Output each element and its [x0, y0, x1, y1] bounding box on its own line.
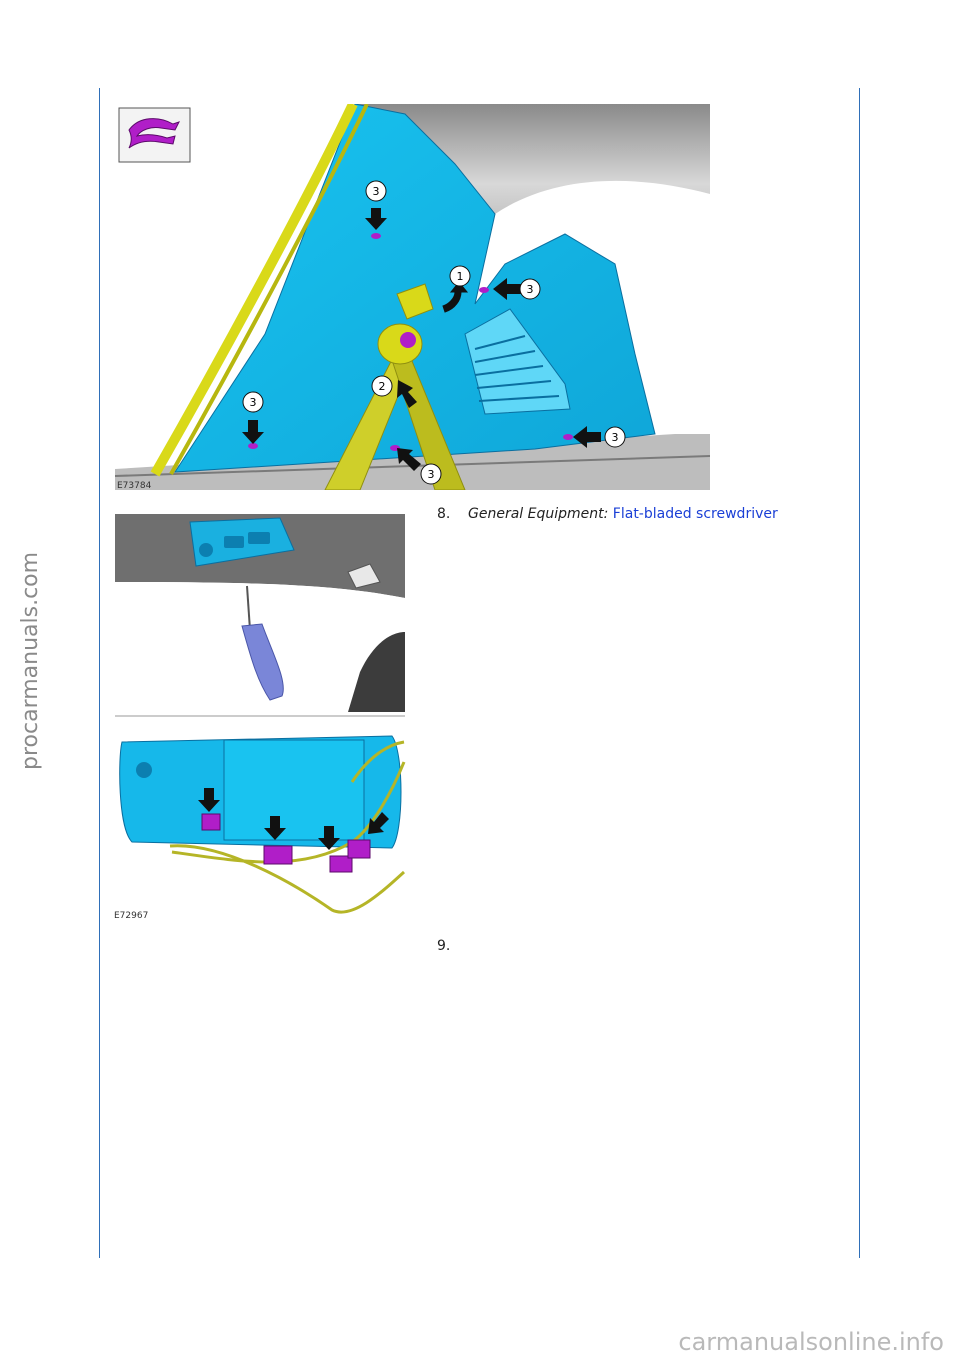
left-margin-rule	[99, 88, 100, 1258]
figure-pillar-trim	[115, 104, 710, 490]
console-module	[224, 740, 364, 840]
tool-link-flat-bladed-screwdriver[interactable]: Flat-bladed screwdriver	[612, 506, 778, 522]
figure-code: E72967	[114, 911, 149, 921]
callout-3c	[243, 392, 263, 412]
console-installed-view	[115, 514, 405, 716]
right-margin-rule	[859, 88, 860, 1258]
svg-text:3: 3	[372, 185, 380, 198]
figure-overhead-console	[112, 512, 407, 922]
callout-3e	[421, 464, 441, 484]
side-watermark: procarmanuals.com	[18, 551, 43, 770]
callout-2	[372, 376, 392, 396]
svg-text:2: 2	[378, 380, 386, 393]
svg-text:3: 3	[611, 431, 619, 444]
bottom-watermark: carmanualsonline.info	[678, 1328, 944, 1356]
figure-code: E73784	[117, 481, 152, 490]
svg-text:1: 1	[456, 270, 464, 283]
step-label: General Equipment:	[468, 506, 609, 522]
callout-3b	[520, 279, 540, 299]
svg-text:3: 3	[249, 396, 257, 409]
anchor-bolt	[400, 332, 416, 348]
step-text	[468, 506, 778, 522]
step-number: 8.	[437, 506, 451, 522]
callout-1	[450, 266, 470, 286]
callout-3d	[605, 427, 625, 447]
tool-icon-box	[119, 108, 190, 162]
callout-3a	[366, 181, 386, 201]
step-number: 9.	[437, 938, 451, 954]
svg-text:3: 3	[526, 283, 534, 296]
svg-text:3: 3	[427, 468, 435, 481]
belt-anchor	[378, 324, 422, 364]
